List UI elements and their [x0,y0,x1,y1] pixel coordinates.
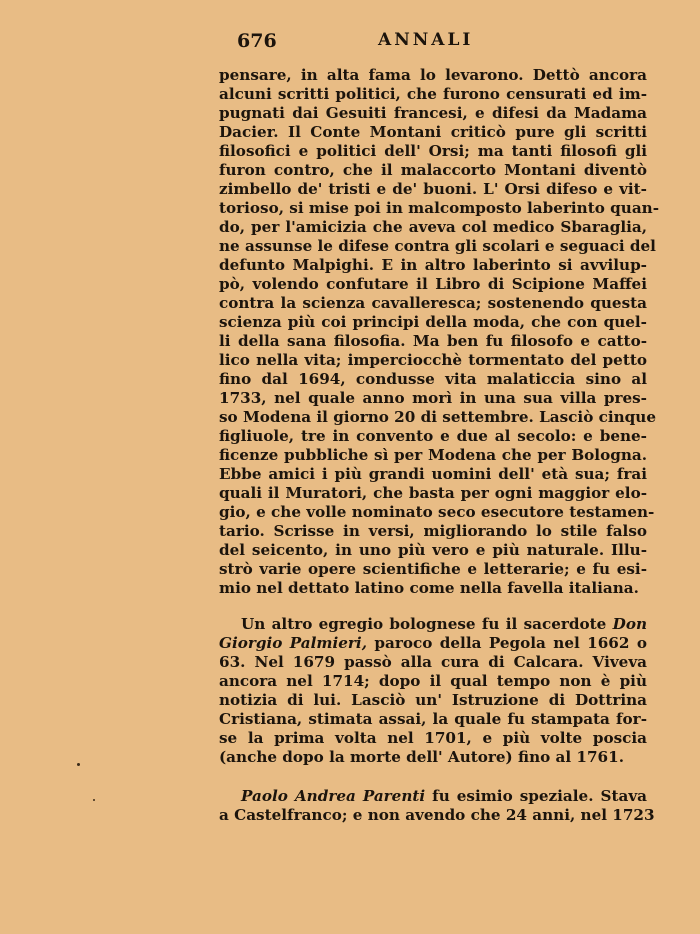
text-line: contra la scienza cavalleresca; sostenendo questa [219,294,647,312]
text-line: (anche dopo la morte dell' Autore) fino al 1761. [219,748,624,766]
text-line: so Modena il giorno 20 di settembre. Lasciò cinque [219,408,656,426]
text-line: Cristiana, stimata assai, la quale fu stampata for- [219,710,647,728]
text-line: li della sana filosofia. Ma ben fu filosofo e catto- [219,332,647,350]
text-run: fu esimio speziale. Stava [425,787,647,805]
text-line: ancora nel 1714; dopo il qual tempo non è più [219,672,647,690]
text-line [219,787,647,806]
text-line: pugnati dai Gesuiti francesi, e difesi da Madama [219,104,647,122]
text-line: defunto Malpighi. E in altro laberinto si avvilup- [219,256,647,274]
text-line: pò, volendo confutare il Libro di Scipione Maffei [219,275,647,293]
text-line: ne assunse le difese contra gli scolari e seguaci del [219,237,656,255]
text-line: alcuni scritti politici, che furono censurati ed im- [219,85,647,103]
ink-speck [93,799,95,801]
text-line: 63. Nel 1679 passò alla cura di Calcara. Viveva [219,653,647,671]
text-line: furon contro, che il malaccorto Montani diventò [219,161,647,179]
text-line: lico nella vita; imperciocchè tormentato del petto [219,351,647,369]
person-name-italic: Don [612,615,647,633]
text-line: se la prima volta nel 1701, e più volte poscia [219,729,647,747]
text-line: do, per l'amicizia che aveva col medico Sbaraglia, [219,218,647,236]
paragraph-orsi-continuation [219,66,659,598]
text-line: a Castelfranco; e non avendo che 24 anni, nel 1723 [219,806,655,824]
text-line: figliuole, tre in convento e due al secolo: e bene- [219,427,647,445]
text-line: Ebbe amici i più grandi uomini dell' età sua; frai [219,465,647,483]
page-header [0,30,700,56]
text-line: notizia di lui. Lasciò un' Istruzione di Dottrina [219,691,647,709]
paragraph-palmieri [219,615,647,767]
text-line: filosofici e politici dell' Orsi; ma tanti filosofi gli [219,142,647,160]
text-line: scienza più coi principi della moda, che con quel- [219,313,647,331]
paragraph-parenti [219,787,655,825]
person-name-italic: Giorgio Palmieri, [219,634,367,652]
text-line: zimbello de' tristi e de' buoni. L' Orsi difeso e vit- [219,180,647,198]
person-name-italic: Paolo Andrea Parenti [241,787,426,805]
text-line: tario. Scrisse in versi, migliorando lo stile falso [219,522,647,540]
text-line: mio nel dettato latino come nella favella italiana. [219,579,639,597]
text-line: Dacier. Il Conte Montani criticò pure gli scritti [219,123,647,141]
ink-speck [77,763,80,766]
text-line [219,615,647,634]
text-line: fino dal 1694, condusse vita malaticcia sino al [219,370,647,388]
text-run: Un altro egregio bolognese fu il sacerdote [241,615,613,633]
text-line: ficenze pubbliche sì per Modena che per Bologna. [219,446,647,464]
running-title: ANNALI [378,30,474,50]
text-line: 1733, nel quale anno morì in una sua villa pres- [219,389,647,407]
text-line: quali il Muratori, che basta per ogni maggior elo- [219,484,647,502]
text-line: del seicento, in uno più vero e più naturale. Illu- [219,541,647,559]
text-line: pensare, in alta fama lo levarono. Dettò ancora [219,66,647,84]
page-number: 676 [237,30,277,52]
text-line: torioso, si mise poi in malcomposto laberinto quan- [219,199,659,217]
text-line: strò varie opere scientifiche e letterarie; e fu esi- [219,560,647,578]
text-line [219,634,647,653]
text-run: paroco della Pegola nel 1662 o [366,634,647,652]
text-line: gio, e che volle nominato seco esecutore testamen- [219,503,655,521]
